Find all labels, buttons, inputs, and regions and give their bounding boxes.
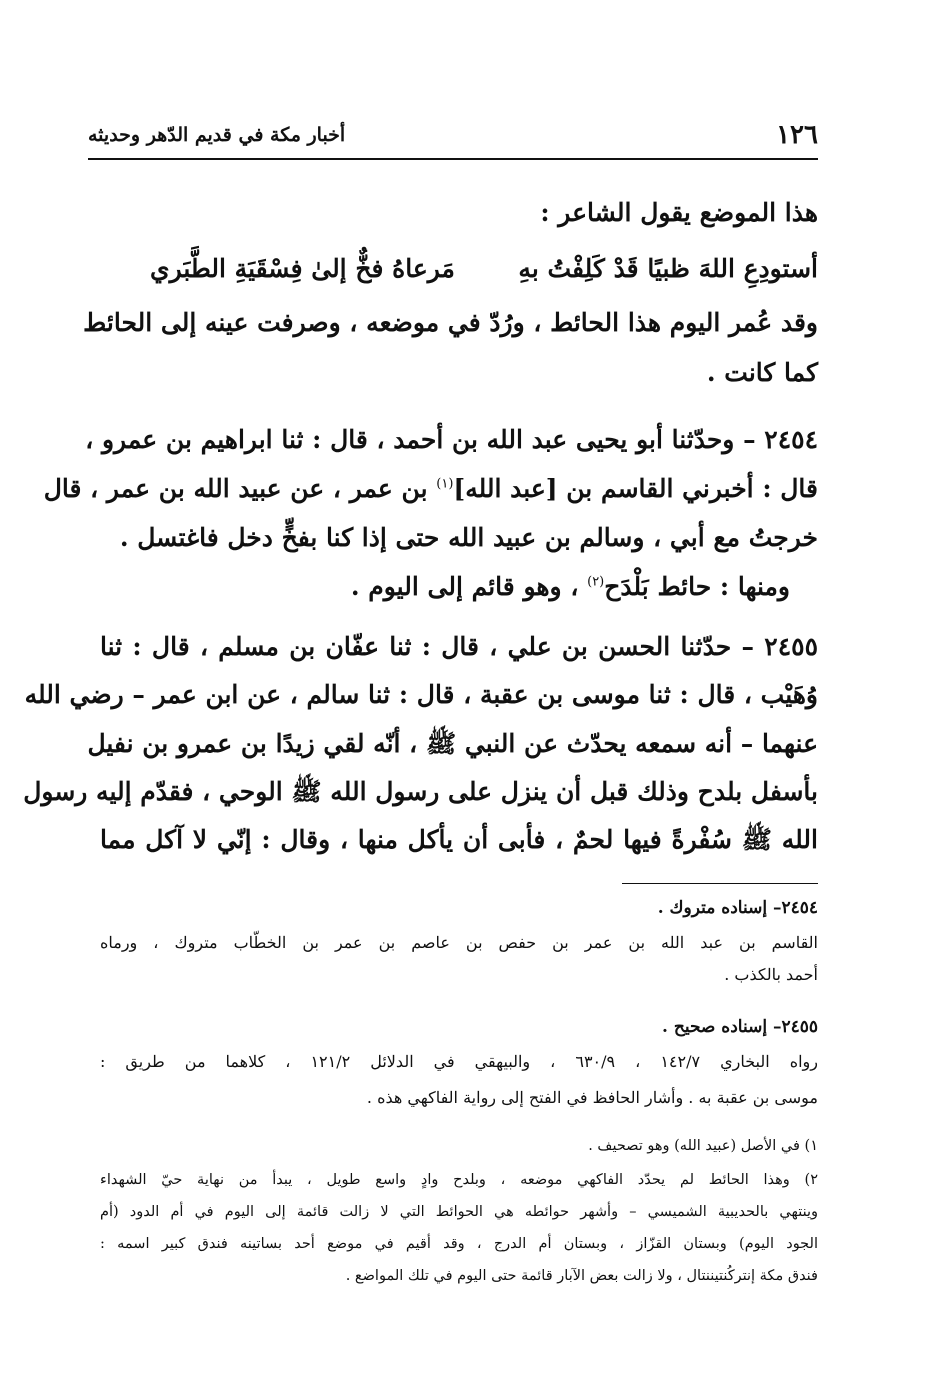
hadith-2454-line: خرجتُ مع أبي ، وسالم بن عبيد الله حتى إذا كنا بفخٍّ دخل فاغتسل . — [119, 523, 818, 552]
hadith-2454-line: ٢٤٥٤ – وحدّثنا أبو يحيى عبد الله بن أحمد ، قال : ثنا ابراهيم بن عمرو ، — [85, 425, 818, 454]
footnote-2-line: ٢) وهذا الحائط لم يحدّد الفاكهي موضعه ، وبلدح وادٍ واسع طويل ، يبدأ من نهاية حيّ الشهداء — [100, 1172, 818, 1188]
note-2454-heading: ٢٤٥٤– إسناده متروك . — [657, 898, 818, 918]
header-divider — [88, 158, 818, 160]
poetry-verse — [150, 254, 818, 283]
hadith-2454-line: قال : أخبرني القاسم بن [عبد الله]$^{(١)}$ بن عمر ، عن عبيد الله بن عمر ، قال — [43, 474, 818, 503]
footnote-2-line: الجود اليوم) وبستان القزّاز ، وبستان أم الدرج ، وقد أقيم في موضع أحد بساتينه فندق كبير اسمه : — [100, 1236, 818, 1252]
verse-first-hemistich: أستودِعِ اللهَ ظبيًا قَدْ كَلِفْتُ بهِ — [518, 254, 818, 283]
running-title: أخبار مكة في قديم الدّهر وحديثه — [88, 124, 346, 146]
hadith-2455-line: بأسفل بلدح وذلك قبل أن ينزل على رسول الله ﷺ الوحي ، فقدّم إليه رسول — [23, 777, 818, 806]
footnote-marker-1: (١) — [436, 476, 454, 492]
hadith-2455-line: وُهَيْب ، قال : ثنا موسى بن عقبة ، قال : ثنا سالم ، عن ابن عمر – رضي الله — [24, 680, 818, 709]
note-2454-line: أحمد بالكذب . — [724, 965, 818, 984]
notes-divider — [622, 883, 818, 884]
hadith-2455-line: ٢٤٥٥ – حدّثنا الحسن بن علي ، قال : ثنا عفّان بن مسلم ، قال : ثنا — [100, 632, 818, 661]
note-2455-line: رواه البخاري ١٤٢/٧ ، ٦٣٠/٩ ، والبيهقي في الدلائل ١٢١/٢ ، كلاهما من طريق : — [100, 1052, 819, 1071]
hadith-2454-line: ومنها : حائط بَلْدَح$^{(٢)}$ ، وهو قائم إلى اليوم . — [350, 572, 790, 601]
page-number: ١٢٦ — [776, 120, 818, 150]
note-2455-heading: ٢٤٥٥– إسناده صحيح . — [662, 1017, 818, 1037]
footnote-2-line: وينتهي بالحديبية الشميسي – وأشهر حوائطه هي الحوائط التي لا زالت قائمة إلى اليوم في أم الدود (أم — [100, 1204, 818, 1220]
body-line: كما كانت . — [706, 358, 818, 387]
footnote-1: ١) في الأصل (عبيد الله) وهو تصحيف . — [588, 1138, 818, 1154]
note-2455-line: موسى بن عقبة به . وأشار الحافظ في الفتح إلى رواية الفاكهي هذه . — [366, 1088, 818, 1107]
hadith-2455-line: عنهما – أنه سمعه يحدّث عن النبي ﷺ ، أنّه لقي زيدًا بن عمرو بن نفيل — [87, 729, 818, 758]
hadith-2455-line: الله ﷺ سُفْرةً فيها لحمٌ ، فأبى أن يأكل منها ، وقال : إنّي لا آكل مما — [100, 825, 818, 854]
page-header — [88, 118, 818, 152]
body-line: وقد عُمر اليوم هذا الحائط ، ورُدّ في موضعه ، وصرفت عينه إلى الحائط — [83, 308, 818, 337]
footnote-marker-2: (٢) — [587, 574, 605, 590]
note-2454-line: القاسم بن عبد الله بن عمر بن حفص بن عاصم بن عمر بن الخطّاب متروك ، ورماه — [100, 933, 818, 952]
intro-line: هذا الموضع يقول الشاعر : — [540, 198, 818, 227]
verse-second-hemistich: مَرعاهُ فخٌّ إلىٰ فِسْقَيَةِ الطَّبَري — [150, 254, 455, 283]
footnote-2-line: فندق مكة إنتركُنتيننتال ، ولا زالت بعض الآبار قائمة حتى اليوم في تلك المواضع . — [345, 1268, 818, 1284]
